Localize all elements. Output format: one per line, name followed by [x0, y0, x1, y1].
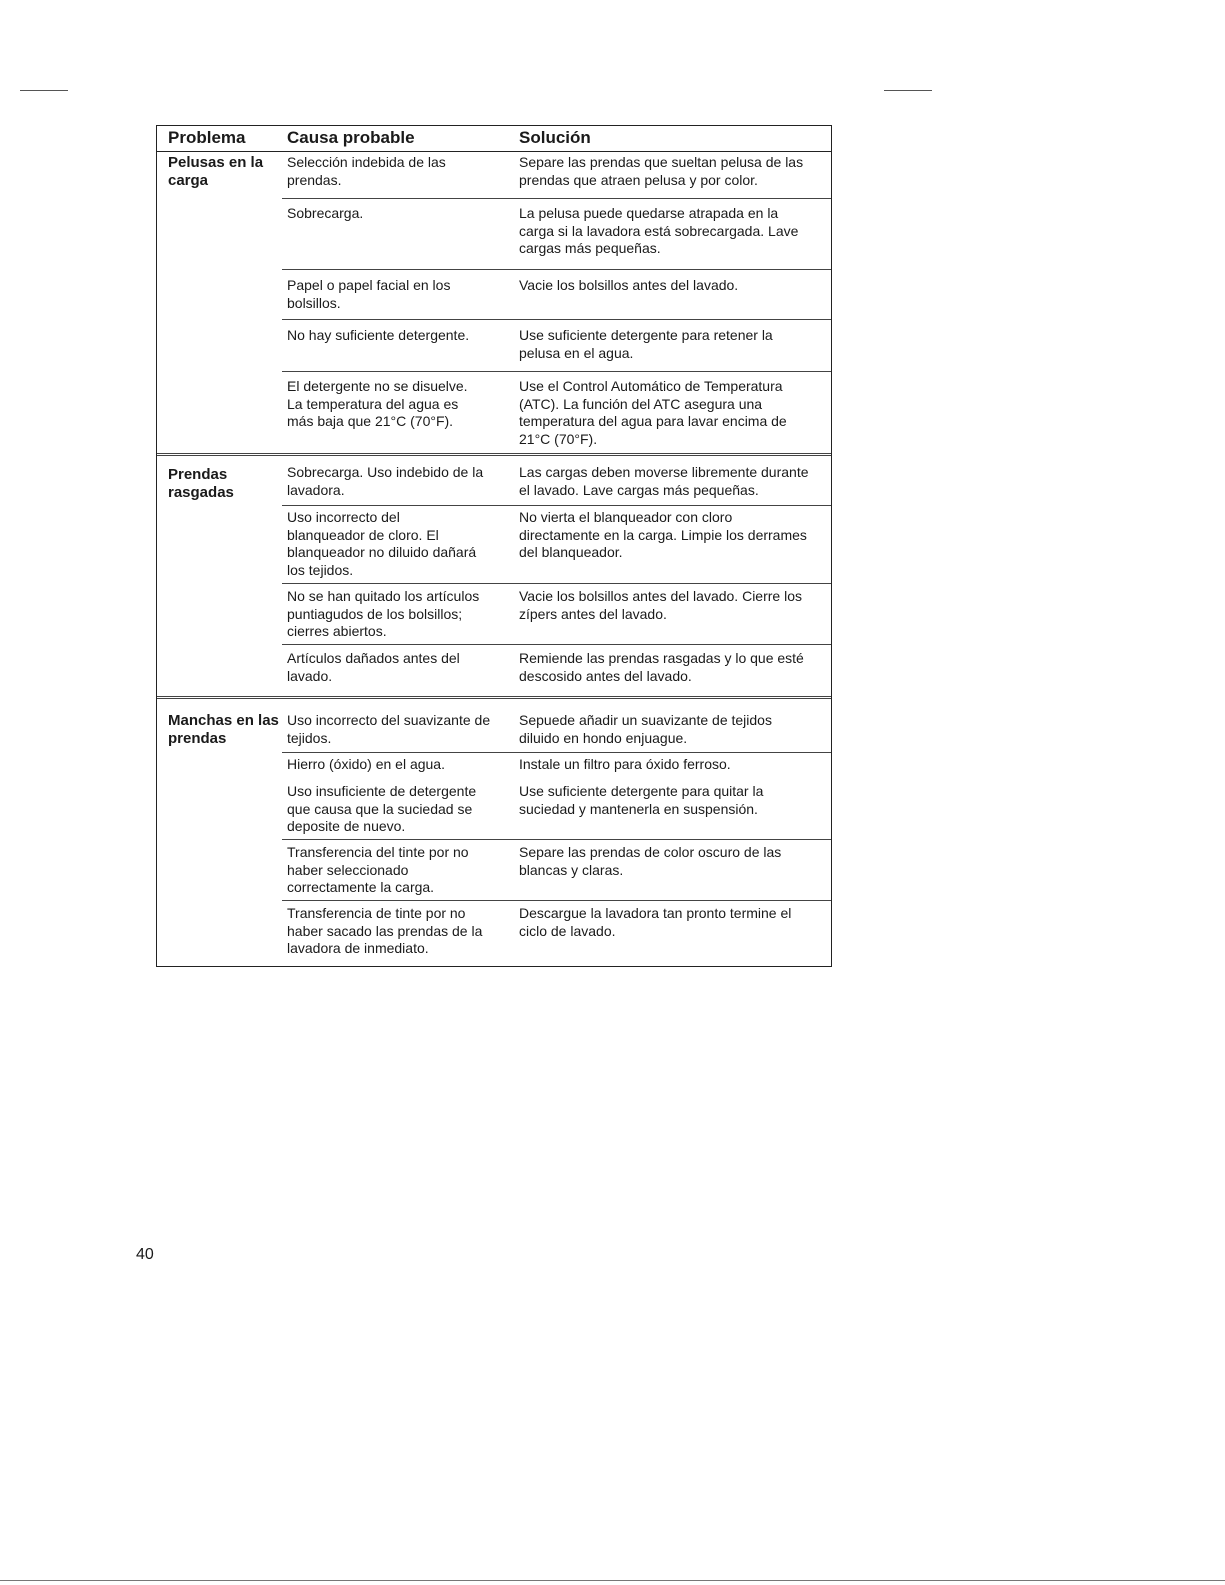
problem-lint: Pelusas en la carga [168, 154, 264, 189]
cause-cell: Sobrecarga. [287, 205, 364, 221]
cause-cell: Uso incorrecto del blanqueador de cloro. El blanqueador no diluido dañará los tejidos. [287, 509, 477, 578]
row-divider [282, 319, 831, 320]
header-divider [157, 151, 831, 152]
cause-cell: Papel o papel facial en los bolsillos. [287, 277, 451, 311]
header-problem: Problema [168, 128, 246, 147]
cause-cell: El detergente no se disuelve. La temperatura del agua es más baja que 21°C (70°F). [287, 378, 468, 429]
row-divider [282, 839, 831, 840]
solution-cell: Remiende las prendas rasgadas y lo que esté descosido antes del lavado. [519, 650, 804, 684]
solution-cell: La pelusa puede quedarse atrapada en la carga si la lavadora está sobrecargada. Lave cargas más pequeñas. [519, 205, 799, 256]
problem-torn: Prendas rasgadas [168, 466, 234, 501]
row-divider [282, 371, 831, 372]
solution-cell: Use el Control Automático de Temperatura (ATC). La función del ATC asegura una temperatura del agua para lavar encima de 21°C (70°F). [519, 378, 787, 447]
solution-cell: Use suficiente detergente para quitar la suciedad y mantenerla en suspensión. [519, 783, 764, 817]
page-number: 40 [136, 1246, 154, 1263]
header-solution: Solución [519, 128, 591, 147]
row-divider [282, 900, 831, 901]
solution-cell: Las cargas deben moverse libremente durante el lavado. Lave cargas más pequeñas. [519, 464, 809, 498]
row-divider [282, 583, 831, 584]
group-divider [157, 453, 831, 456]
header-cause: Causa probable [287, 128, 415, 147]
solution-cell: Descargue la lavadora tan pronto termine el ciclo de lavado. [519, 905, 792, 939]
solution-cell: No vierta el blanqueador con cloro directamente en la carga. Limpie los derrames del blanqueador. [519, 509, 807, 560]
cause-cell: Transferencia del tinte por no haber seleccionado correctamente la carga. [287, 844, 469, 895]
group-divider [157, 696, 831, 699]
cause-cell: No hay suficiente detergente. [287, 327, 470, 343]
bottom-edge-line [0, 1580, 1225, 1581]
row-divider [282, 269, 831, 270]
solution-cell: Vacie los bolsillos antes del lavado. Cierre los zípers antes del lavado. [519, 588, 802, 622]
cause-cell: Artículos dañados antes del lavado. [287, 650, 460, 684]
solution-cell: Use suficiente detergente para retener la pelusa en el agua. [519, 327, 773, 361]
problem-stains: Manchas en las prendas [168, 712, 279, 747]
solution-cell: Vacie los bolsillos antes del lavado. [519, 277, 739, 293]
cause-cell: Selección indebida de las prendas. [287, 154, 446, 188]
row-divider [282, 752, 831, 753]
cause-cell: Hierro (óxido) en el agua. [287, 756, 445, 772]
row-divider [282, 505, 831, 506]
cause-cell: Uso insuficiente de detergente que causa que la suciedad se deposite de nuevo. [287, 783, 477, 834]
solution-cell: Separe las prendas que sueltan pelusa de las prendas que atraen pelusa y por color. [519, 154, 804, 188]
cause-cell: Uso incorrecto del suavizante de tejidos. [287, 712, 491, 746]
row-divider [282, 198, 831, 199]
cause-cell: No se han quitado los artículos puntiagudos de los bolsillos; cierres abiertos. [287, 588, 480, 639]
cause-cell: Sobrecarga. Uso indebido de la lavadora. [287, 464, 484, 498]
cause-cell: Transferencia de tinte por no haber sacado las prendas de la lavadora de inmediato. [287, 905, 483, 956]
solution-cell: Instale un filtro para óxido ferroso. [519, 756, 731, 772]
solution-cell: Sepuede añadir un suavizante de tejidos diluido en hondo enjuague. [519, 712, 772, 746]
row-divider [282, 644, 831, 645]
crop-mark-right [884, 90, 932, 91]
troubleshooting-table [156, 125, 832, 967]
crop-mark-left [20, 90, 68, 91]
solution-cell: Separe las prendas de color oscuro de las blancas y claras. [519, 844, 782, 878]
